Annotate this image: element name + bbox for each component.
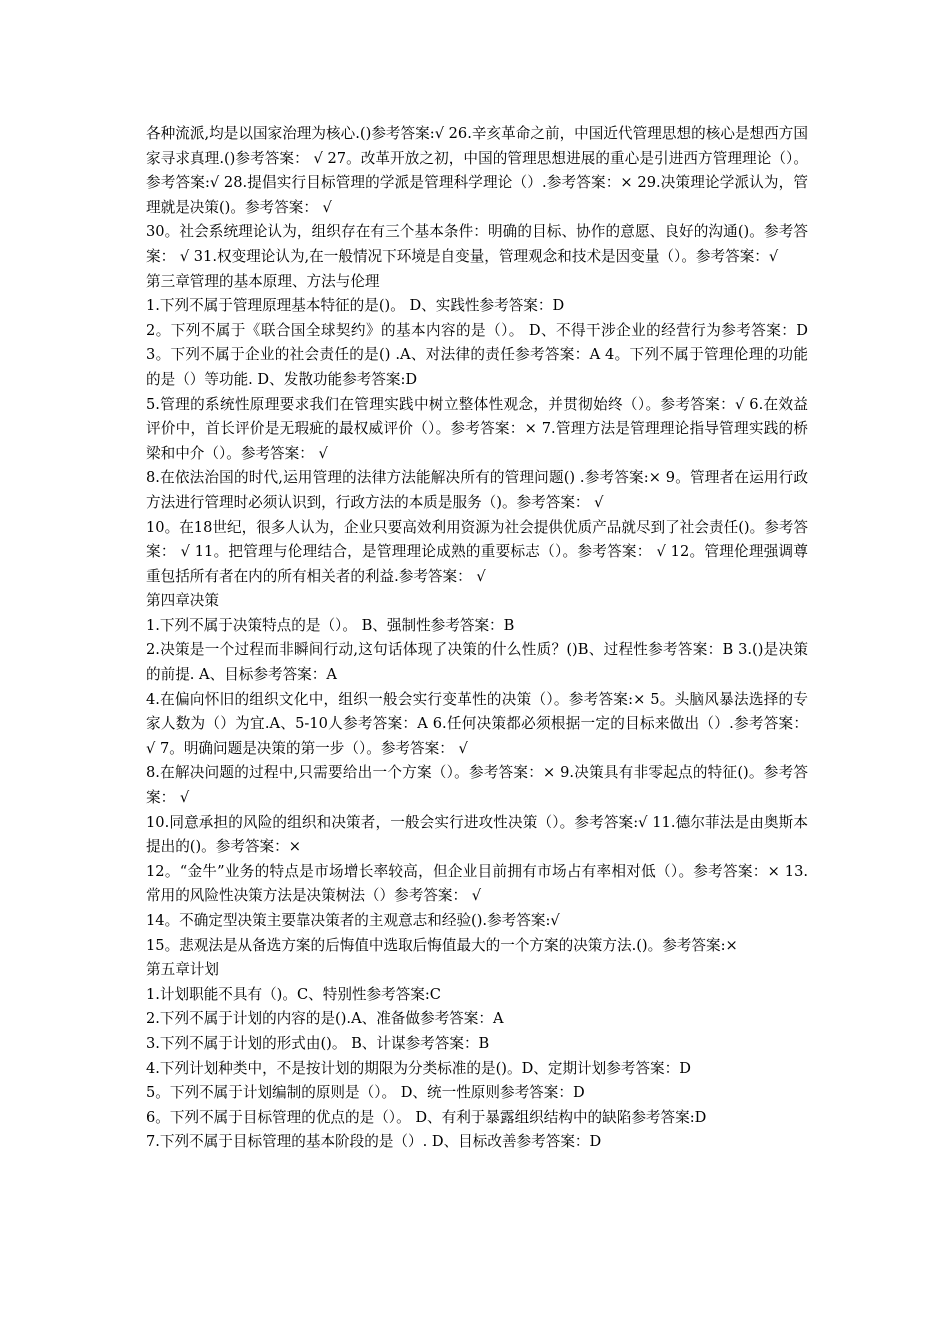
paragraph-ch5-q3: 3.下列不属于计划的形式由()。 B、计谋参考答案：B [146,1034,490,1052]
paragraph-chapter2-continued: 各种流派,均是以国家治理为核心.()参考答案:√ 26.辛亥革命之前，中国近代管理思想的核心是想西方国家寻求真理.()参考答案： √ 27。改革开放之初，中国的管理思想进展的重心是引进西方管理理论（）。参考答案:√ 28.提倡实行目标管理的学派是管理科学理论（）.参考答案：× 29.决策理论学派认为，管理就是决策()。参考答案： √ [146,125,808,216]
paragraph-ch4-q8-9: 8.在解决问题的过程中,只需要给出一个方案（）。参考答案：× 9.决策具有非零起点的特征()。参考答案： √ [146,764,808,807]
paragraph-ch3-q5-7: 5.管理的系统性原理要求我们在管理实践中树立整体性观念，并贯彻始终（）。参考答案：√ 6.在效益评价中，首长评价是无瑕疵的最权威评价（）。参考答案：× 7.管理方法是管理理论指导管理实践的桥梁和中介（）。参考答案： √ [146,395,808,462]
paragraph-ch4-q1: 1.下列不属于决策特点的是（）。 B、强制性参考答案：B [146,616,515,634]
document-body [146,122,808,1155]
paragraph-ch4-q4-7: 4.在偏向怀旧的组织文化中，组织一般会实行变革性的决策（）。参考答案:× 5。头脑风暴法选择的专家人数为（）为宜.A、5-10人参考答案：A 6.任何决策都必须根据一定的目标来做出（）.参考答案： √ 7。明确问题是决策的第一步（）。参考答案： √ [146,690,808,757]
paragraph-ch4-q12-13: 12。“金牛”业务的特点是市场增长率较高，但企业目前拥有市场占有率相对低（）。参考答案：× 13.常用的风险性决策方法是决策树法（）参考答案： √ [146,862,808,905]
paragraph-ch3-q2-4: 2。下列不属于《联合国全球契约》的基本内容的是（）。 D、不得干涉企业的经营行为参考答案：D 3。下列不属于企业的社会责任的是() .A、对法律的责任参考答案：A 4。下列不属于管理伦理的功能的是（）等功能. D、发散功能参考答案:D [146,321,808,388]
chapter-4-heading: 第四章决策 [146,592,219,610]
paragraph-ch3-q1: 1.下列不属于管理原理基本特征的是()。 D、实践性参考答案：D [146,297,565,315]
paragraph-ch5-q1: 1.计划职能不具有（)。C、特别性参考答案:C [146,985,441,1003]
paragraph-ch5-q7: 7.下列不属于目标管理的基本阶段的是（）. D、目标改善参考答案：D [146,1133,602,1151]
paragraph-ch5-q6: 6。下列不属于目标管理的优点的是（）。 D、有利于暴露组织结构中的缺陷参考答案:D [146,1108,707,1126]
paragraph-ch3-q10-12: 10。在18世纪，很多人认为，企业只要高效利用资源为社会提供优质产品就尽到了社会责任()。参考答案： √ 11。把管理与伦理结合，是管理理论成熟的重要标志（）。参考答案： √ 12。管理伦理强调尊重包括所有者在内的所有相关者的利益.参考答案： √ [146,518,808,585]
chapter-3-heading: 第三章管理的基本原理、方法与伦理 [146,272,380,290]
paragraph-ch4-q14: 14。不确定型决策主要靠决策者的主观意志和经验().参考答案:√ [146,912,560,929]
paragraph-q30-31: 30。社会系统理论认为，组织存在有三个基本条件：明确的目标、协作的意愿、良好的沟通()。参考答案： √ 31.权变理论认为,在一般情况下环境是自变量，管理观念和技术是因变量（）。参考答案：√ [146,223,808,265]
paragraph-ch3-q8-9: 8.在依法治国的时代,运用管理的法律方法能解决所有的管理问题() .参考答案:× 9。管理者在运用行政方法进行管理时必须认识到，行政方法的本质是服务（)。参考答案： √ [146,469,808,511]
paragraph-ch5-q4: 4.下列计划种类中，不是按计划的期限为分类标准的是()。D、定期计划参考答案：D [146,1059,691,1077]
paragraph-ch4-q15: 15。悲观法是从备选方案的后悔值中选取后悔值最大的一个方案的决策方法.()。参考答案:× [146,936,738,954]
paragraph-ch5-q2: 2.下列不属于计划的内容的是().A、准备做参考答案：A [146,1010,504,1028]
chapter-5-heading: 第五章计划 [146,961,219,979]
paragraph-ch4-q10-11: 10.同意承担的风险的组织和决策者，一般会实行进攻性决策（）。参考答案:√ 11.德尔菲法是由奥斯本提出的()。参考答案：× [146,813,808,856]
paragraph-ch4-q2-3: 2.决策是一个过程而非瞬间行动,这句话体现了决策的什么性质？()B、过程性参考答案：B 3.()是决策的前提. A、目标参考答案：A [146,641,808,684]
paragraph-ch5-q5: 5。下列不属于计划编制的原则是（）。 D、统一性原则参考答案：D [146,1084,585,1102]
